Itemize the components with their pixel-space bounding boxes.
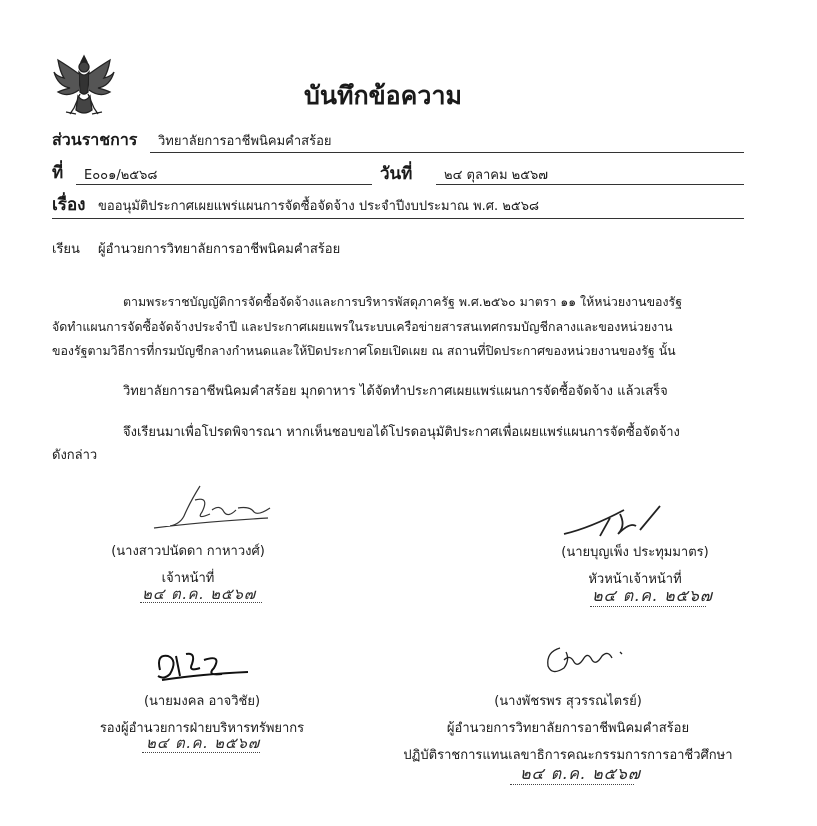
signature-3-name: (นายมงคล อาจวิชัย) <box>143 694 261 709</box>
signature-3-position: รองผู้อำนวยการฝ่ายบริหารทรัพยากร <box>99 721 305 736</box>
signature-1-position: เจ้าหน้าที่ <box>161 571 215 586</box>
ref-rule <box>76 184 372 185</box>
signature-4-date-line <box>510 784 634 785</box>
memo-title: บันทึกข้อความ <box>304 81 462 110</box>
signature-4-date: ๒๔ ต.ค. ๒๕๖๗ <box>520 764 641 783</box>
signature-4-graphic <box>540 640 630 680</box>
signature-1-name: (นางสาวปนัดดา กาหาวงศ์) <box>111 544 265 559</box>
department-rule <box>150 152 744 153</box>
to-value: ผู้อำนวยการวิทยาลัยการอาชีพนิคมคำสร้อย <box>98 242 341 257</box>
to-label: เรียน <box>52 242 80 257</box>
date-value: ๒๔ ตุลาคม ๒๕๖๗ <box>444 168 549 183</box>
subject-label: เรื่อง <box>52 195 86 215</box>
signature-4-position: ผู้อำนวยการวิทยาลัยการอาชีพนิคมคำสร้อย <box>446 721 690 736</box>
subject-rule <box>52 218 744 219</box>
date-rule <box>436 184 744 185</box>
signature-1-date-line <box>140 602 262 603</box>
signature-3-date: ๒๔ ต.ค. ๒๕๖๗ <box>146 734 261 752</box>
subject-value: ขออนุมัติประกาศเผยแพร่แผนการจัดซื้อจัดจ้าง ประจำปีงบประมาณ พ.ศ. ๒๕๖๘ <box>98 199 540 214</box>
signature-2-date: ๒๔ ต.ค. ๒๕๖๗ <box>592 586 713 605</box>
department-label: ส่วนราชการ <box>52 130 138 149</box>
body-p1-line1: ตามพระราชบัญญัติการจัดซื้อจัดจ้างและการบริหารพัสดุภาครัฐ พ.ศ.๒๕๖๐ มาตรา ๑๑ ให้หน่วยงานของรัฐ <box>123 294 683 309</box>
ref-value: E๐๐๑/๒๕๖๘ <box>84 168 158 183</box>
body-p3-line2: ดังกล่าว <box>52 448 98 463</box>
date-label: วันที่ <box>380 164 413 184</box>
body-p3-line1: จึงเรียนมาเพื่อโปรดพิจารณา หากเห็นชอบขอได้โปรดอนุมัติประกาศเพื่อเผยแพร่แผนการจัดซื้อจัดจ้าง <box>123 425 680 440</box>
body-p1-line2: จัดทำแผนการจัดซื้อจัดจ้างประจำปี และประกาศเผยแพรในระบบเครือข่ายสารสนเทศกรมบัญชีกลางและของหน่วยงาน <box>52 319 673 334</box>
body-p1-line3: ของรัฐตามวิธีการที่กรมบัญชีกลางกำหนดและให้ปิดประกาศโดยเปิดเผย ณ สถานที่ปิดประกาศของหน่วยงานของรัฐ นั้น <box>52 343 676 358</box>
body-p2: วิทยาลัยการอาชีพนิคมคำสร้อย มุกดาหาร ได้จัดทำประกาศเผยแพร่แผนการจัดซื้อจัดจ้าง แล้วเสร็จ <box>123 384 668 399</box>
signature-4-name: (นางพัชรพร สุวรรณไตรย์) <box>494 694 642 709</box>
signature-3-date-line <box>142 752 260 753</box>
signature-3-graphic <box>152 646 252 686</box>
signature-1-date: ๒๔ ต.ค. ๒๕๖๗ <box>142 585 257 603</box>
signature-2-date-line <box>590 606 706 607</box>
signature-2-graphic <box>560 500 670 544</box>
signature-2-position: หัวหน้าเจ้าหน้าที่ <box>588 572 682 587</box>
signature-2-name: (นายบุญเพ็ง ประทุมมาตร) <box>561 545 709 560</box>
signature-1-graphic <box>140 482 280 532</box>
department-value: วิทยาลัยการอาชีพนิคมคำสร้อย <box>158 134 332 149</box>
ref-label: ที่ <box>52 163 64 183</box>
garuda-emblem-icon <box>52 52 116 120</box>
signature-4-position2: ปฏิบัติราชการแทนเลขาธิการคณะกรรมการการอาชีวศึกษา <box>403 748 733 763</box>
